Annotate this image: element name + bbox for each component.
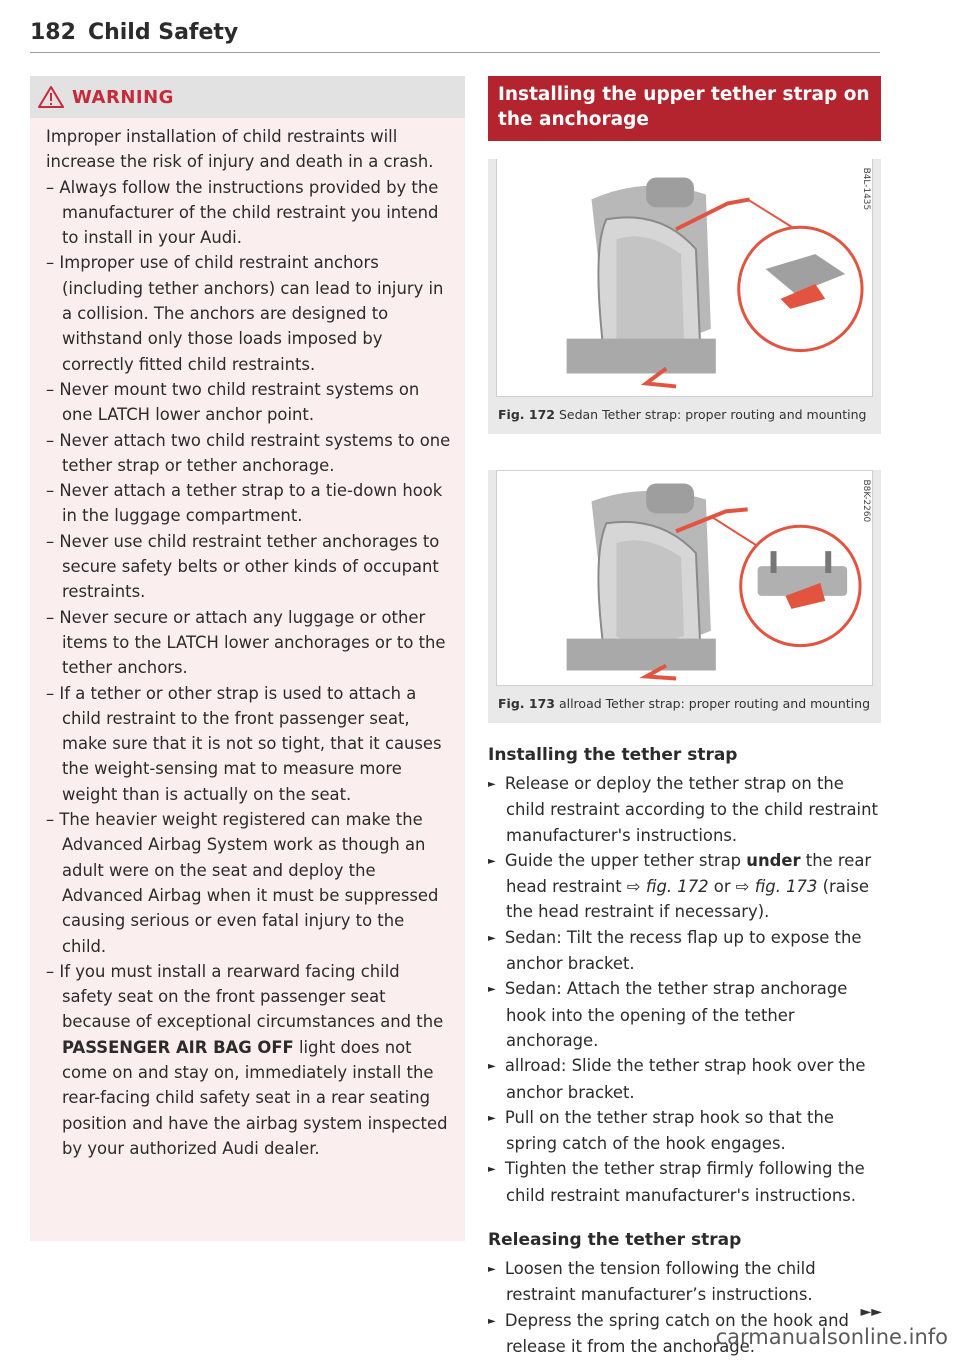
- step-item: ► Tighten the tether strap firmly following the child restraint manufacturer's instructions.: [488, 1156, 881, 1208]
- installing-steps: [488, 771, 881, 1208]
- warning-box: [30, 76, 465, 1241]
- figure-172-caption: [488, 397, 881, 434]
- figure-172-illustration: [496, 159, 873, 397]
- step-emphasis: under: [746, 850, 801, 870]
- warning-item: – Never secure or attach any luggage or other items to the LATCH lower anchorages or to the tether anchors.: [46, 605, 453, 681]
- figure-173-illustration: [496, 470, 873, 686]
- step-item: ► allroad: Slide the tether strap hook over the anchor bracket.: [488, 1053, 881, 1105]
- section-title: Installing the upper tether strap on the anchorage: [488, 76, 881, 141]
- watermark: carmanualsonline.info: [715, 1325, 948, 1349]
- step-item: ► Sedan: Tilt the recess flap up to expose the anchor bracket.: [488, 925, 881, 977]
- step-text: the rear head restraint: [506, 850, 872, 897]
- right-column: [488, 76, 881, 1359]
- figure-172-code: B4L-1435: [861, 167, 872, 211]
- step-item: ► Sedan: Attach the tether strap anchorage hook into the opening of the tether anchorage.: [488, 976, 881, 1053]
- step-item: ► Pull on the tether strap hook so that the spring catch of the hook engages.: [488, 1105, 881, 1157]
- fig-173-reference-link[interactable]: ⇨ fig. 173: [735, 877, 818, 897]
- releasing-heading: Releasing the tether strap: [488, 1230, 742, 1251]
- figure-173: [488, 470, 881, 723]
- header-divider: [30, 52, 880, 53]
- allroad-tether-illustration: [497, 471, 872, 685]
- step-item: ► Depress the spring catch on the hook and release it from the anchorage.: [488, 1308, 881, 1360]
- step-text: or: [708, 877, 736, 897]
- figure-173-code: B8K-2260: [861, 479, 872, 523]
- section-name: Child Safety: [87, 20, 239, 45]
- warning-item: – If a tether or other strap is used to attach a child restraint to the front passenger seat, make sure that it is not so tight, that it causes the weight-sensing mat to measure more weight than is actually on the seat.: [46, 681, 453, 807]
- figure-172-label: Fig. 172: [498, 407, 555, 422]
- figure-173-caption-text: allroad Tether strap: proper routing and mounting: [558, 696, 871, 711]
- warning-item: – Improper use of child restraint anchors (including tether anchors) can lead to injury in a collision. The anchors are designed to withstand only those loads imposed by correctly fitted child restraints.: [46, 250, 453, 376]
- warning-item: – Always follow the instructions provided by the manufacturer of the child restraint you intend to install in your Audi.: [46, 175, 453, 251]
- fig-172-reference-link[interactable]: ⇨ fig. 172: [626, 877, 709, 897]
- sedan-tether-illustration: [497, 159, 872, 396]
- page-header: [30, 20, 238, 45]
- step-item: ► Release or deploy the tether strap on the child restraint according to the child restraint manufacturer's instructions.: [488, 771, 881, 848]
- continue-arrow-icon: ►►: [860, 1304, 882, 1320]
- figure-173-label: Fig. 173: [498, 696, 555, 711]
- warning-list: [46, 175, 453, 1162]
- figure-172-caption-text: Sedan Tether strap: proper routing and mounting: [558, 407, 867, 422]
- passenger-airbag-off-label: PASSENGER AIR BAG OFF: [62, 1037, 294, 1057]
- warning-triangle-icon: [38, 85, 64, 109]
- step-item: [488, 848, 881, 925]
- step-text: (raise the head restraint if necessary).: [506, 877, 869, 922]
- step-item: ► Loosen the tension following the child restraint manufacturer’s instructions.: [488, 1256, 881, 1308]
- warning-body: [30, 118, 465, 1161]
- warning-item: [46, 959, 453, 1161]
- step-text: Guide the upper tether strap: [504, 850, 747, 870]
- warning-header: [30, 76, 465, 118]
- warning-item: – Never use child restraint tether anchorages to secure safety belts or other kinds of occupant restraints.: [46, 529, 453, 605]
- figure-172: [488, 159, 881, 434]
- warning-item-text: If you must install a rearward facing child safety seat on the front passenger seat because of exceptional circumstances and the: [59, 961, 444, 1032]
- installing-heading: Installing the tether strap: [488, 745, 738, 765]
- warning-item: – The heavier weight registered can make the Advanced Airbag System work as though an adult were on the seat and deploy the Advanced Airbag when it must be suppressed causing serious or even fatal injury to the child.: [46, 807, 453, 959]
- warning-item: – Never mount two child restraint systems on one LATCH lower anchor point.: [46, 377, 453, 428]
- warning-intro: Improper installation of child restraints will increase the risk of injury and death in a crash.: [46, 127, 434, 172]
- page-number: 182: [30, 20, 76, 45]
- figure-173-caption: [488, 686, 881, 723]
- warning-item-text: light does not come on and stay on, immediately install the rear-facing child safety seat in a rear seating position and have the airbag system inspected by your authorized Audi dealer.: [62, 1037, 448, 1158]
- warning-item: – Never attach two child restraint systems to one tether strap or tether anchorage.: [46, 428, 453, 479]
- warning-item: – Never attach a tether strap to a tie-down hook in the luggage compartment.: [46, 478, 453, 529]
- warning-title: WARNING: [72, 86, 174, 108]
